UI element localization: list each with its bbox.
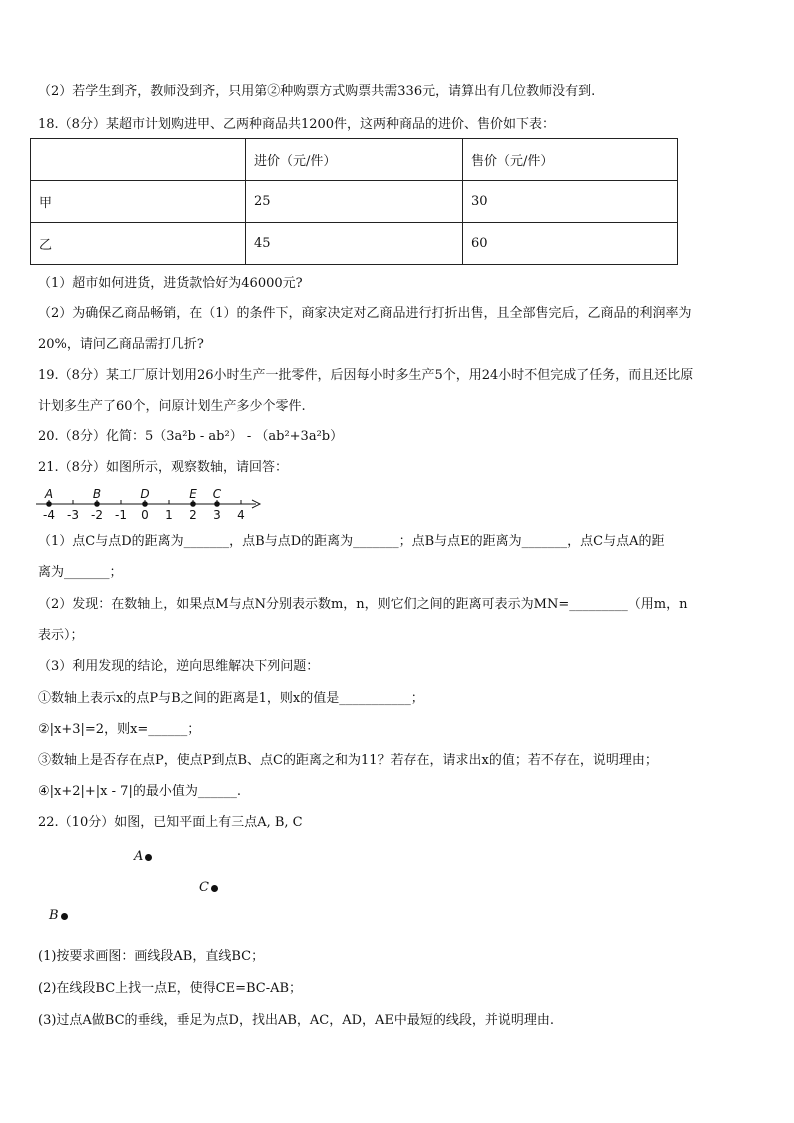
number-line-tick-label: -4 bbox=[43, 508, 55, 522]
table-cell: 45 bbox=[246, 223, 463, 265]
number-line-point-label: B bbox=[92, 487, 102, 501]
number-line bbox=[30, 484, 270, 524]
q18-stem: 18.（8分）某超市计划购进甲、乙两种商品共1200件，这两种商品的进价、售价如下表： bbox=[38, 117, 556, 132]
table-cell: 60 bbox=[463, 223, 678, 265]
q22-part1: (1)按要求画图：画线段AB，直线BC； bbox=[38, 949, 265, 964]
number-line-point-label: D bbox=[140, 487, 150, 501]
q19-line2: 计划多生产了60个，问原计划生产多少个零件. bbox=[38, 399, 306, 414]
number-line-point-d bbox=[142, 501, 148, 507]
point-a-label: A bbox=[134, 849, 144, 864]
q21-part3-item1: ①数轴上表示x的点P与B之间的距离是1，则x的值是___________； bbox=[38, 691, 424, 706]
table-cell: 乙 bbox=[31, 223, 246, 265]
q21-part1-line1: （1）点C与点D的距离为_______，点B与点D的距离为_______；点B与点E的距离为_______，点C与点A的距 bbox=[38, 534, 665, 549]
point-b-label: B bbox=[49, 908, 59, 923]
q21-part2-line2: 表示）； bbox=[38, 628, 84, 643]
number-line-point-e bbox=[190, 501, 196, 507]
table-row bbox=[31, 181, 678, 223]
q21-part3-item3: ③数轴上是否存在点P，使点P到点B、点C的距离之和为11？若存在，请求出x的值；若不存在，说明理由； bbox=[38, 753, 658, 768]
number-line-tick-label: -2 bbox=[91, 508, 103, 522]
number-line-tick-label: 2 bbox=[189, 508, 197, 522]
point-c-label: C bbox=[199, 880, 209, 895]
table-header-cell: 进价（元/件） bbox=[246, 139, 463, 181]
number-line-tick-label: 1 bbox=[165, 508, 173, 522]
table-row bbox=[31, 223, 678, 265]
q18-part2-line2: 20%，请问乙商品需打几折? bbox=[38, 337, 204, 352]
q20-stem: 20.（8分）化简：5（3a²b - ab²） - （ab²+3a²b） bbox=[38, 429, 344, 444]
number-line-point-a bbox=[46, 501, 52, 507]
point-b-dot bbox=[61, 913, 68, 920]
price-table bbox=[30, 138, 678, 265]
number-line-tick-label: 4 bbox=[237, 508, 245, 522]
number-line-point-c bbox=[214, 501, 220, 507]
table-header-row bbox=[31, 139, 678, 181]
table-header-cell: 售价（元/件） bbox=[463, 139, 678, 181]
number-line-point-label: E bbox=[189, 487, 197, 501]
point-a-dot bbox=[145, 854, 152, 861]
point-c-dot bbox=[211, 885, 218, 892]
q21-part3-stem: （3）利用发现的结论，逆向思维解决下列问题： bbox=[38, 659, 320, 674]
q17-part2: （2）若学生到齐，教师没到齐，只用第②种购票方式购票共需336元，请算出有几位教师没有到. bbox=[38, 84, 596, 99]
number-line-point-b bbox=[94, 501, 100, 507]
q18-part1: （1）超市如何进货，进货款恰好为46000元? bbox=[38, 276, 303, 291]
q22-part2: (2)在线段BC上找一点E，使得CE=BC-AB； bbox=[38, 981, 303, 996]
q21-part1-line2: 离为_______； bbox=[38, 565, 123, 580]
table-cell: 30 bbox=[463, 181, 678, 223]
table-header-cell bbox=[31, 139, 246, 181]
number-line-point-label: A bbox=[44, 487, 54, 501]
q22-stem: 22.（10分）如图，已知平面上有三点A, B, C bbox=[38, 815, 303, 830]
number-line-point-label: C bbox=[212, 487, 222, 501]
number-line-tick-label: -3 bbox=[67, 508, 79, 522]
q18-part2-line1: （2）为确保乙商品畅销，在（1）的条件下，商家决定对乙商品进行打折出售，且全部售完后，乙商品的利润率为 bbox=[38, 306, 692, 321]
table-cell: 25 bbox=[246, 181, 463, 223]
q22-part3: (3)过点A做BC的垂线，垂足为点D，找出AB，AC，AD，AE中最短的线段，并说明理由. bbox=[38, 1013, 555, 1028]
q21-stem: 21.（8分）如图所示，观察数轴，请回答： bbox=[38, 460, 288, 475]
q21-part3-item2: ②|x+3|=2，则x=______； bbox=[38, 722, 201, 737]
q21-part3-item4: ④|x+2|+|x - 7|的最小值为______. bbox=[38, 784, 241, 799]
q19-line1: 19.（8分）某工厂原计划用26小时生产一批零件，后因每小时多生产5个，用24小时不但完成了任务，而且还比原 bbox=[38, 368, 694, 383]
number-line-tick-label: -1 bbox=[115, 508, 127, 522]
number-line-tick-label: 3 bbox=[213, 508, 221, 522]
q21-part2-line1: （2）发现：在数轴上，如果点M与点N分别表示数m，n，则它们之间的距离可表示为MN=_________（用m，n bbox=[38, 597, 688, 612]
table-cell: 甲 bbox=[31, 181, 246, 223]
number-line-tick-label: 0 bbox=[141, 508, 149, 522]
